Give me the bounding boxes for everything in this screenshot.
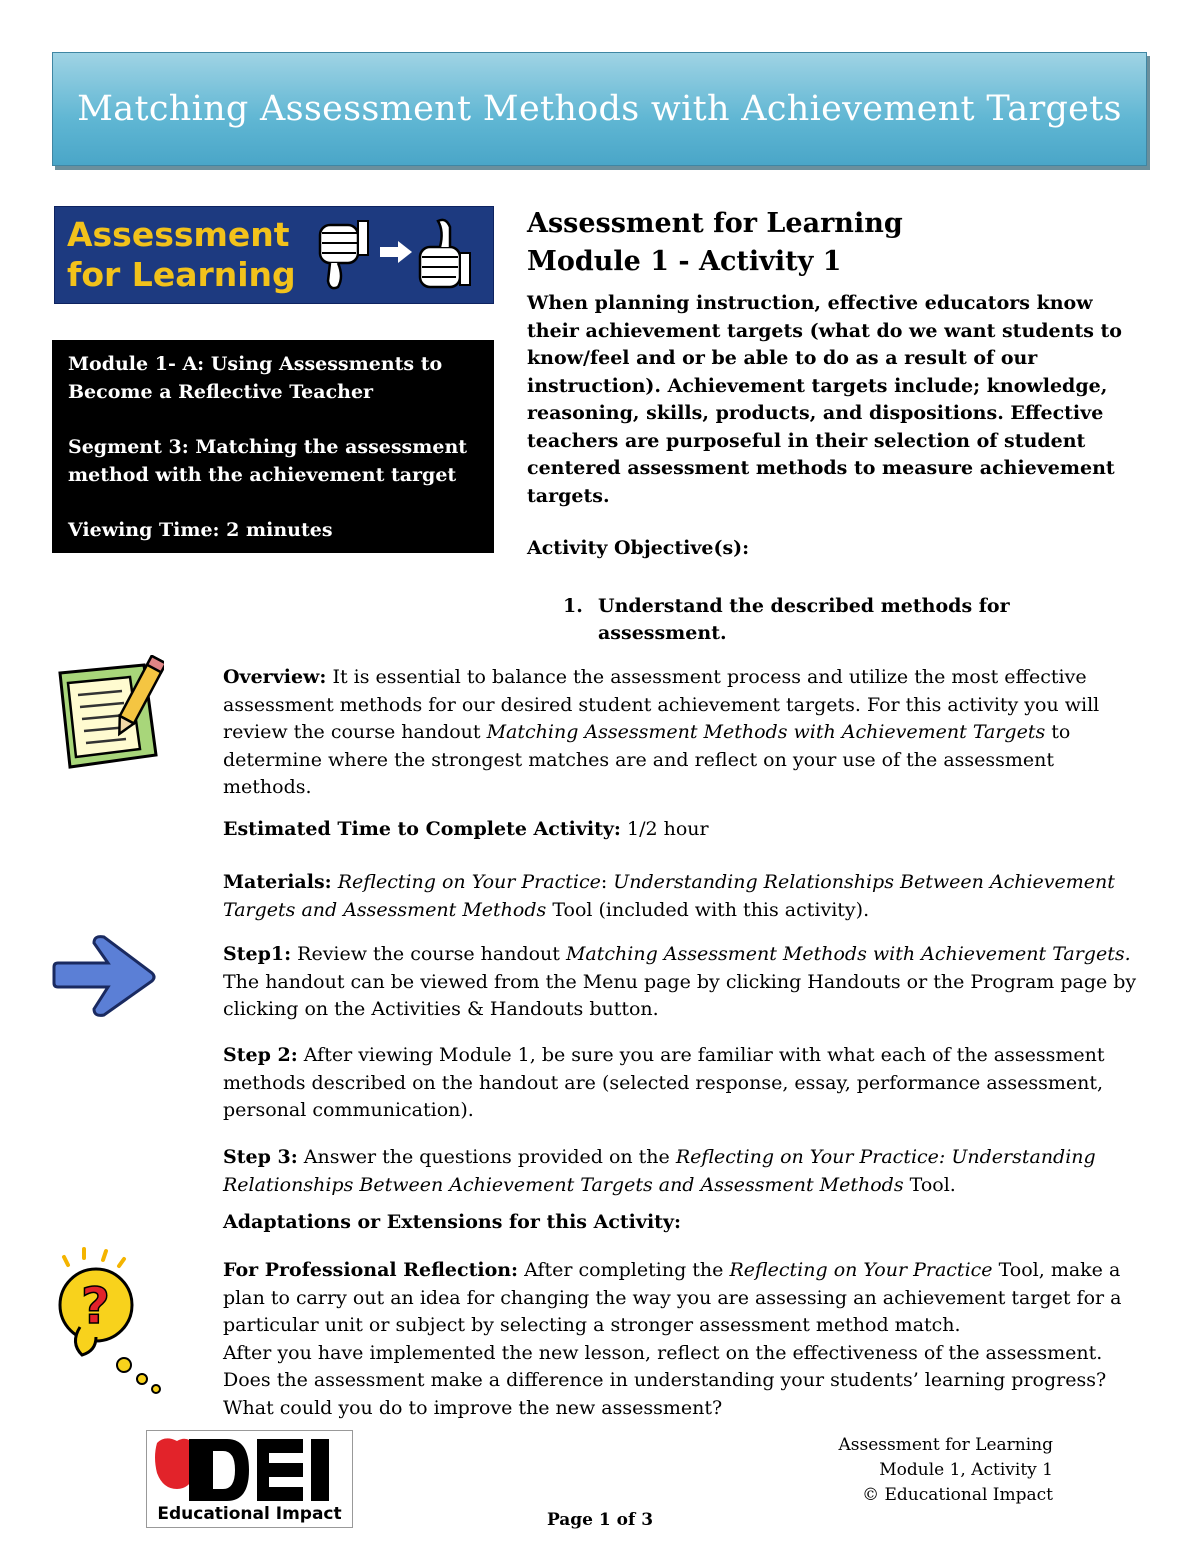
reflection-paragraph: For Professional Reflection: After completing the Reflecting on Your Practice Tool, make a plan to carry out an idea for changing the way you are assessing an achievement target for a particular unit or subject by selecting a stronger assessment method match. After you have implemented the new lesson, reflect on the effectiveness of the assessment. Does the assessment make a difference in understanding your students’ learning progress? What could you do to improve the new assessment? [223,1259,1122,1419]
module-title: Module 1- A: Using Assessments to Become a Reflective Teacher [68,353,443,403]
svg-text:?: ? [81,1277,111,1335]
heading-line-2: Module 1 - Activity 1 [527,246,842,277]
viewing-time: Viewing Time: 2 minutes [68,519,333,541]
heading-line-1: Assessment for Learning [527,208,903,239]
list-item-number: 1. [563,595,583,617]
logo-line-1: Assessment [67,215,290,254]
overview-label: Overview: [223,666,327,688]
footer-info [760,1433,1053,1508]
activity-heading [527,205,903,281]
step3-paragraph: Step 3: Answer the questions provided on the Reflecting on Your Practice: Understanding Relationships Between Achievement Targets and Assessment Methods Tool. [223,1146,1096,1196]
footer-line-2: Module 1, Activity 1 [879,1460,1053,1480]
list-item-text: Understand the described methods for assessment. [598,595,1010,644]
notepad-pencil-icon [52,655,164,773]
step1-paragraph: Step1: Review the course handout Matching Assessment Methods with Achievement Targets. The handout can be viewed from the Menu page by clicking Handouts or the Program page by clicking on the Activities & Handouts button. [223,943,1137,1020]
step2-paragraph: Step 2: After viewing Module 1, be sure you are familiar with what each of the assessment methods described on the handout are (selected response, essay, performance assessment, personal communication). [223,1044,1105,1121]
segment-title: Segment 3: Matching the assessment method with the achievement target [68,436,468,486]
arrow-right-icon [380,241,412,263]
page-title: Matching Assessment Methods with Achievement Targets [77,89,1122,129]
footer-line-1: Assessment for Learning [838,1435,1053,1455]
blue-arrow-icon [52,933,158,1017]
educational-impact-logo [146,1430,353,1528]
thumbs-down-icon [320,221,368,288]
footer-line-3: © Educational Impact [862,1485,1053,1505]
thumbs-up-icon [420,220,470,287]
objectives-title: Activity Objective(s): [527,537,750,559]
assessment-for-learning-logo [54,206,494,304]
intro-paragraph: When planning instruction, effective educators know their achievement targets (what do we want students to know/feel and or be able to do as a result of our instruction). Achievement targets include; knowledge, reasoning, skills, products, and dispositions. Effective teachers are purposeful in their selection of student centered assessment methods to measure achievement targets. [527,292,1122,507]
question-bubble-icon [50,1247,180,1402]
page-number: Page 1 of 3 [546,1510,654,1530]
segment-info-box [52,340,494,553]
logo-line-2: for Learning [67,255,296,294]
overview-paragraph: Overview: It is essential to balance the assessment process and utilize the most effective assessment methods for our desired student achievement targets. For this activity you will review the course handout Matching Assessment Methods with Achievement Targets to determine where the strongest matches are and reflect on your use of the assessment methods. [223,666,1100,798]
estimated-time: Estimated Time to Complete Activity: 1/2 hour [223,818,709,840]
materials-paragraph: Materials: Reflecting on Your Practice: Understanding Relationships Between Achievement Targets and Assessment Methods Tool (included with this activity). [223,871,1115,921]
logo-caption: Educational Impact [157,1504,342,1524]
title-banner [52,52,1147,166]
adaptations-title: Adaptations or Extensions for this Activity: [223,1211,681,1233]
